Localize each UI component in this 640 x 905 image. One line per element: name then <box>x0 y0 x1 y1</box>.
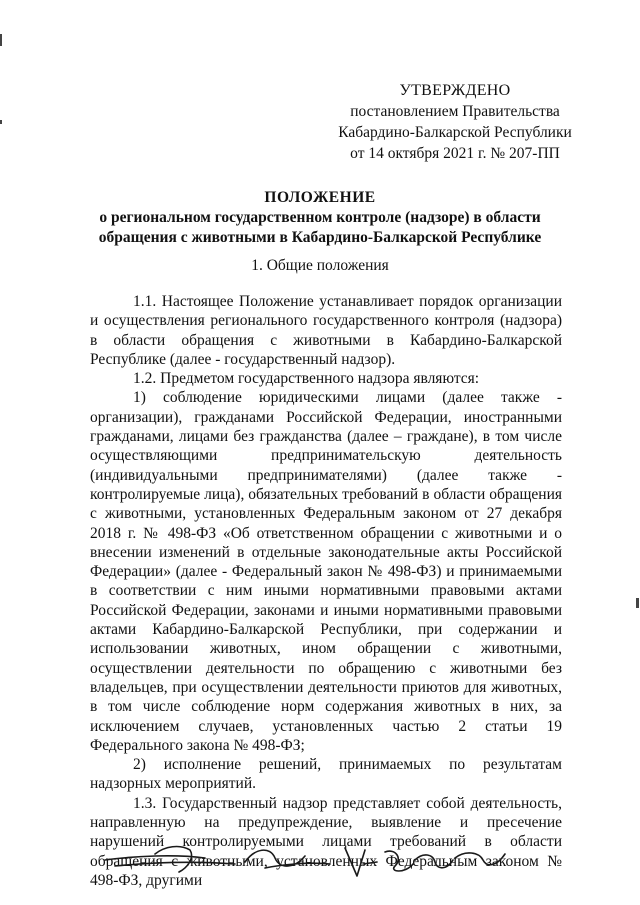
main-signature <box>345 848 505 876</box>
paragraph: 1) соблюдение юридическими лицами (далее также - организации), гражданами Российской Федерации, иностранными гражданами, лицами без гражданства (далее – граждане), в том числе осуществляющими предпринимательскую деятельность (индивидуальными предпринимателями) (далее также - контролируемые лица), обязательных требований в области обращения с животными, установленных Федеральным законом от 27 декабря 2018 г. № 498-ФЗ «Об ответственном обращении с животными и о внесении изменений в отдельные законодательные акты Российской Федерации» (далее - Федеральный закон № 498-ФЗ) и принимаемыми в соответствии с ним иными нормативными правовыми актами Российской Федерации, законами и иными нормативными правовыми актами Кабардино-Балкарской Республики, при содержании и использовании животных, ином обращении с животными, осуществлении деятельности по обращению с животными без владельцев, при осуществлении деятельности приютов для животных, в том числе соблюдение норм содержания животных в них, за исключением случаев, установленных частью 2 статьи 19 Федерального закона № 498-ФЗ; <box>90 389 562 754</box>
scan-edge-mark <box>0 34 2 46</box>
initial-signature-2 <box>245 850 330 868</box>
document-title: ПОЛОЖЕНИЕ <box>264 189 376 206</box>
handwritten-signatures <box>95 828 515 888</box>
approval-block <box>330 80 580 164</box>
paragraph: 1.1. Настоящее Положение устанавливает порядок организации и осуществления регионального государственного контроля (надзора) в области обращения с животными в Кабардино-Балкарской Республике (далее - государственный надзор). <box>90 293 562 368</box>
paragraph: 1.3. Государственный надзор представляет собой деятельность, направленную на предупреждение, выявление и пресечение нарушений контролируемыми лицами требований в области обращения с животными, установленных Федеральным законом № 498-ФЗ, другими <box>90 794 562 889</box>
document-subtitle: о региональном государственном контроле (надзоре) в области обращения с животными в Кабардино-Балкарской Республике <box>98 209 542 246</box>
document-body <box>90 292 562 890</box>
approval-line: постановлением Правительства <box>350 103 560 120</box>
scan-edge-mark <box>0 120 2 124</box>
approval-line: от 14 октября 2021 г. № 207-ПП <box>350 145 560 162</box>
document-title-block <box>60 188 580 248</box>
approval-title: УТВЕРЖДЕНО <box>399 82 511 99</box>
scan-edge-mark <box>636 598 639 608</box>
initial-signature-1 <box>105 847 235 872</box>
section-heading: 1. Общие положения <box>251 257 389 274</box>
paragraph: 1.2. Предметом государственного надзора являются: <box>133 370 480 388</box>
approval-line: Кабардино-Балкарской Республики <box>338 124 572 141</box>
paragraph: 2) исполнение решений, принимаемых по результатам надзорных мероприятий. <box>90 756 562 793</box>
